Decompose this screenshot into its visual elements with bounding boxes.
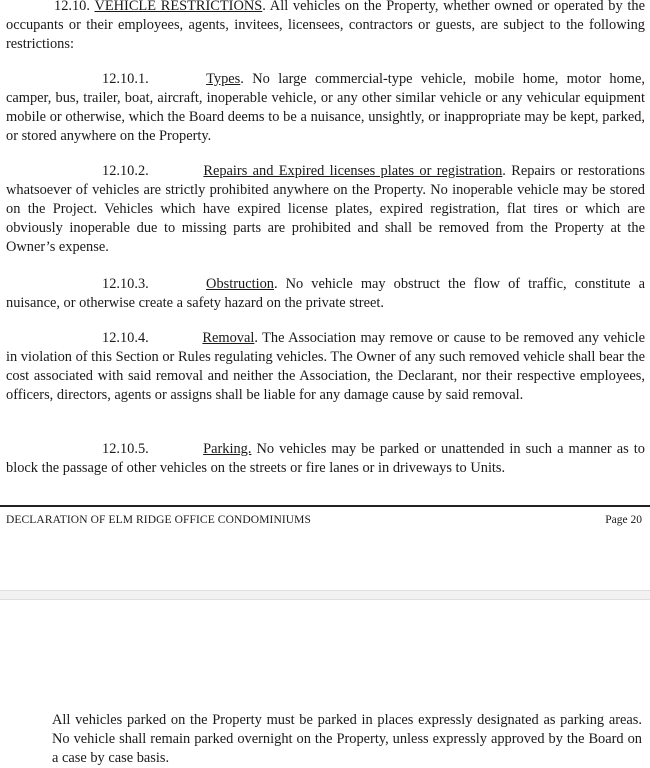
subsection-12-10-2 <box>6 162 645 257</box>
subsection-heading: Removal <box>202 330 255 346</box>
subsection-text: . Repairs or restorations whatsoever of vehicles are strictly prohibited anywhere on the Property. No inoperable vehicle may be stored on the Project. Vehicles which have expired license plates, expired registration, flat tires or which are obviously inoperable due to missing parts are prohibited and shall be removed from the Property at the Owner’s expense. <box>6 163 645 255</box>
subsection-12-10-3 <box>6 275 645 313</box>
subsection-text: . No vehicle may obstruct the flow of traffic, constitute a nuisance, or otherwise create a safety hazard on the private street. <box>6 276 645 311</box>
subsection-heading: Parking. <box>203 441 252 457</box>
subsection-number: 12.10.2. <box>102 163 149 179</box>
subsection-number: 12.10.3. <box>102 276 149 292</box>
next-page-paragraph: All vehicles parked on the Property must be parked in places expressly designated as parking areas. No vehicle shall remain parked overnight on the Property, unless expressly approved by the Board on a case by case basis. <box>52 712 642 766</box>
subsection-12-10-5 <box>6 440 645 478</box>
subsection-number: 12.10.5. <box>102 441 149 457</box>
section-intro: . All vehicles on the Property, whether owned or operated by the occupants or their employees, agents, invitees, licensees, contractors or guests, are subject to the following restrictions: <box>6 0 646 52</box>
subsection-12-10-4 <box>6 329 645 405</box>
subsection-number: 12.10.4. <box>102 330 149 346</box>
subsection-text: No vehicles may be parked or unattended in such a manner as to block the passage of other vehicles on the streets or fire lanes or in driveways to Units. <box>6 441 645 476</box>
subsection-text: . No large commercial-type vehicle, mobile home, motor home, camper, bus, trailer, boat, aircraft, inoperable vehicle, or any other similar vehicle or any vehicular equipment mobile or otherwise, which the Board deems to be a nuisance, unsightly, or inappropriate may be kept, parked, or stored anywhere on the Property. <box>6 71 645 144</box>
subsection-heading: Repairs and Expired licenses plates or registration <box>203 163 503 179</box>
page-break <box>0 590 650 600</box>
footer-page-number: Page 20 <box>605 514 642 526</box>
subsection-number: 12.10.1. <box>102 71 149 87</box>
section-number: 12.10. <box>54 0 90 14</box>
section-12-10 <box>6 0 645 54</box>
footer-document-title: DECLARATION OF ELM RIDGE OFFICE CONDOMINIUMS <box>6 514 312 526</box>
footer-divider <box>0 505 650 507</box>
subsection-text: . The Association may remove or cause to be removed any vehicle in violation of this Section or Rules regulating vehicles. The Owner of any such removed vehicle shall bear the cost associated with said removal and neither the Association, the Declarant, nor their respective employees, officers, directors, agents or assigns shall be liable for any damage cause by said removal. <box>6 330 645 403</box>
subsection-12-10-1 <box>6 70 645 146</box>
section-heading: VEHICLE RESTRICTIONS <box>94 0 263 14</box>
subsection-heading: Types <box>206 71 241 87</box>
subsection-heading: Obstruction <box>206 276 274 292</box>
